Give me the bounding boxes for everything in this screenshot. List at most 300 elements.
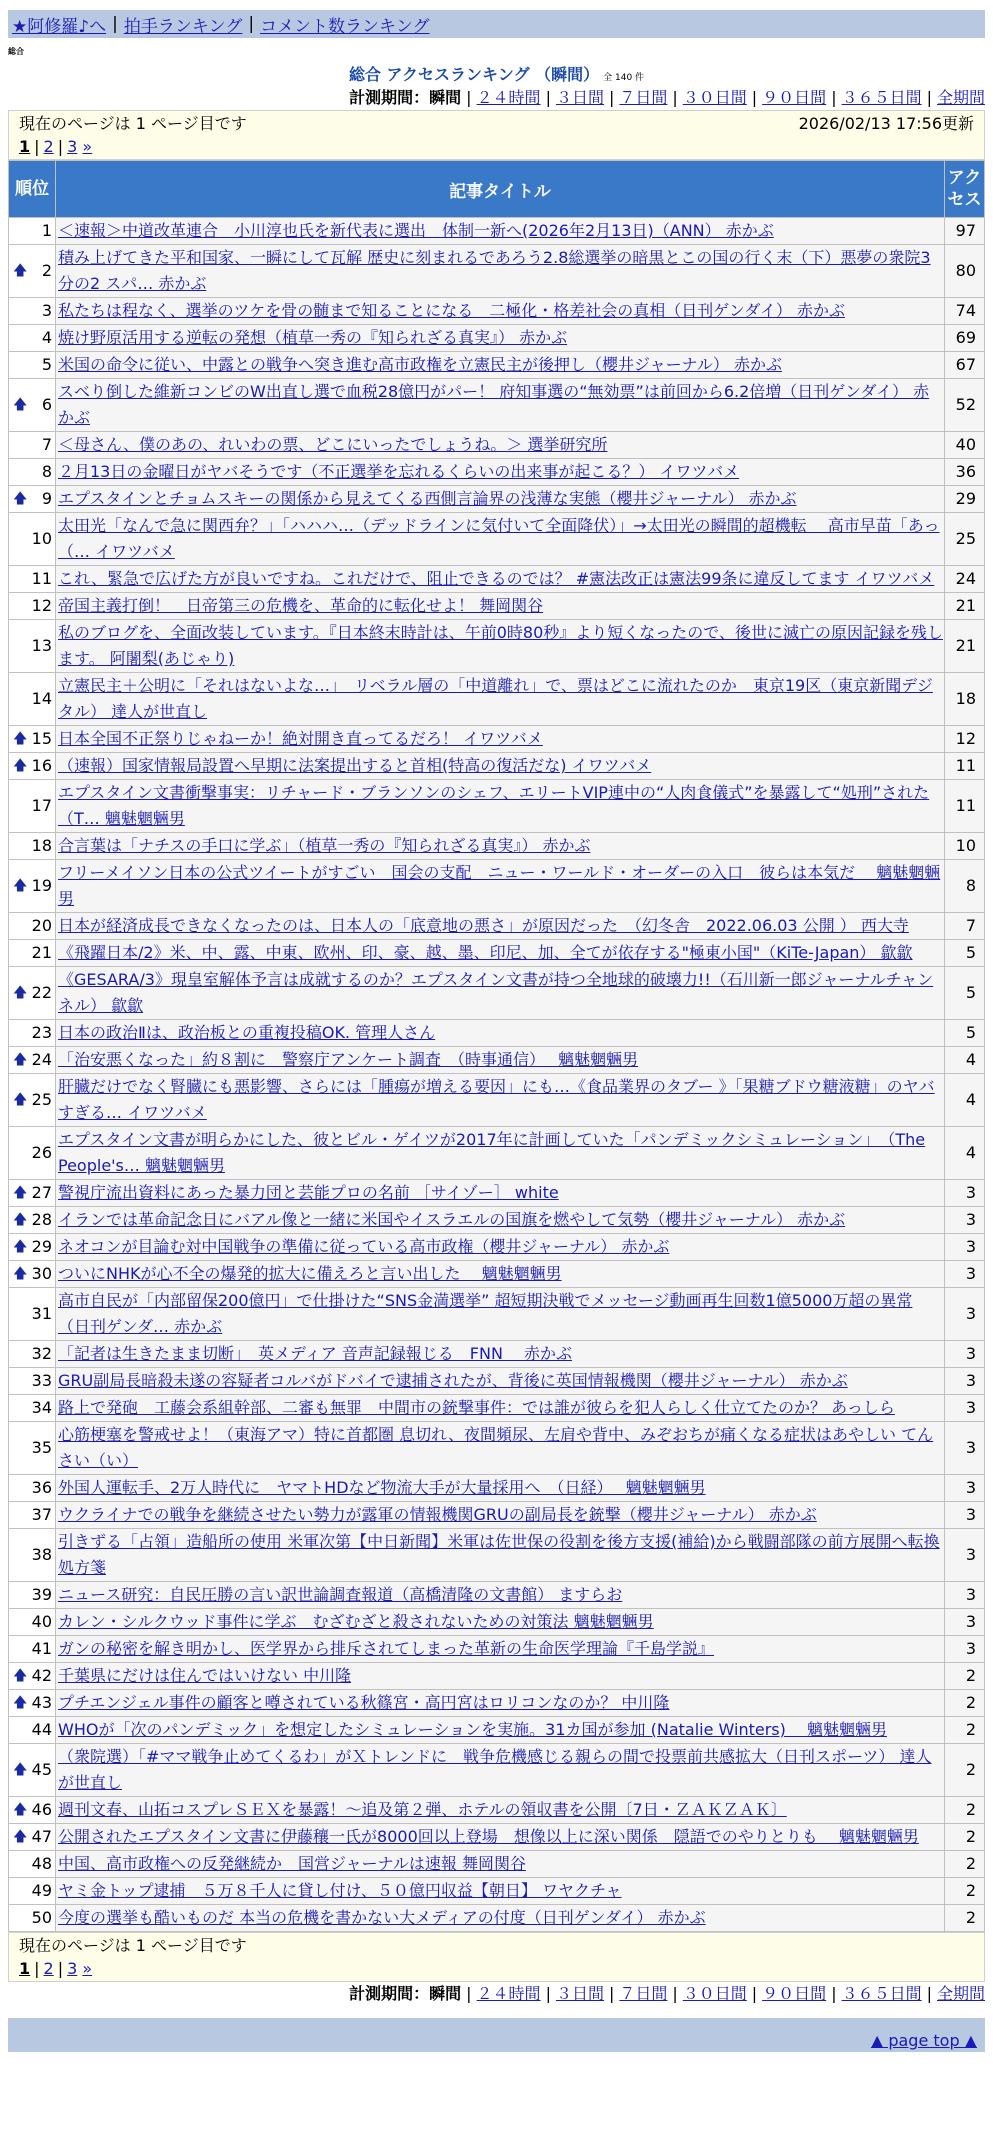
rank-cell xyxy=(9,1663,56,1690)
access-count: 3 xyxy=(945,1261,985,1288)
rank-cell xyxy=(9,1636,56,1663)
rank-cell xyxy=(9,1582,56,1609)
rank-number: 21 xyxy=(31,943,52,962)
access-count: 5 xyxy=(945,967,985,1020)
title-cell xyxy=(56,486,945,513)
rank-number: 36 xyxy=(31,1478,52,1497)
title-cell xyxy=(56,432,945,459)
current-page-text: 現在のページは 1 ページ目です xyxy=(19,1936,247,1955)
access-count: 4 xyxy=(945,1047,985,1074)
article-link[interactable]: 米国の命令に従い、中露との戦争へ突き進む高市政権を立憲民主が後押し（櫻井ジャーナル） 赤かぶ xyxy=(58,355,782,374)
next-page-link[interactable]: » xyxy=(82,1959,93,1978)
page-separator: | xyxy=(34,1959,40,1978)
title-cell xyxy=(56,1529,945,1582)
period-option-link[interactable]: ７日間 xyxy=(619,88,668,107)
current-page-text: 現在のページは 1 ページ目です xyxy=(19,114,247,133)
period-option-link[interactable]: ３０日間 xyxy=(682,1984,747,2003)
table-row xyxy=(9,940,985,967)
access-count: 3 xyxy=(945,1609,985,1636)
period-separator: | xyxy=(751,88,758,107)
rank-number: 10 xyxy=(31,529,52,548)
table-row xyxy=(9,245,985,298)
rank-number: 30 xyxy=(31,1264,52,1283)
rank-cell xyxy=(9,1234,56,1261)
rank-number: 23 xyxy=(31,1023,52,1042)
rank-number: 45 xyxy=(31,1760,52,1779)
access-count: 18 xyxy=(945,673,985,726)
title-cell xyxy=(56,620,945,673)
article-link[interactable]: 焼け野原活用する逆転の発想（植草一秀の『知られざる真実』） 赤かぶ xyxy=(58,328,568,347)
title-cell xyxy=(56,833,945,860)
page-link[interactable]: 3 xyxy=(67,1959,78,1978)
pagination-box-bottom xyxy=(8,1932,985,1982)
article-link[interactable]: 引きずる「占領」造船所の使用 米軍次第【中日新聞】米軍は佐世保の役割を後方支援(補給)から戦闘部隊の前方展開へ転換 処方箋 xyxy=(58,1532,940,1577)
rank-cell xyxy=(9,1475,56,1502)
period-selector xyxy=(8,1982,985,2006)
access-count: 3 xyxy=(945,1368,985,1395)
article-link[interactable]: 日本の政治Ⅱは、政治板との重複投稿OK. 管理人さん xyxy=(58,1023,436,1042)
article-link[interactable]: ついにNHKが心不全の爆発的拡大に備えろと言い出した 魑魅魍魎男 xyxy=(58,1264,562,1283)
period-separator: | xyxy=(466,1984,472,2003)
rank-number: 39 xyxy=(31,1585,52,1604)
rank-number: 47 xyxy=(31,1827,52,1846)
rank-number: 2 xyxy=(41,261,52,280)
rank-number: 3 xyxy=(41,301,52,320)
article-link[interactable]: 《飛躍日本/2》米、中、露、中東、欧州、印、豪、越、墨、印尼、加、全てが依存する"極東小国"（KiTe-Japan） 歙歙 xyxy=(58,943,913,962)
period-option-link[interactable]: ３０日間 xyxy=(682,88,747,107)
rank-number: 18 xyxy=(31,836,52,855)
article-link[interactable]: 日本が経済成長できなくなったのは、日本人の「底意地の悪さ」が原因だった （幻冬舎 2022.06.03 公開 ） 西大寺 xyxy=(58,916,909,935)
rank-number: 7 xyxy=(41,435,52,454)
next-page-link[interactable]: » xyxy=(82,137,93,156)
article-link[interactable]: 日本全国不正祭りじゃねーか！絶対開き直ってるだろ！ イワツバメ xyxy=(58,729,543,748)
title-cell xyxy=(56,1207,945,1234)
pagination-box-top xyxy=(8,110,985,160)
rank-cell xyxy=(9,620,56,673)
article-link[interactable]: ＜母さん、僕のあの、れいわの票、どこにいったでしょうね。＞ 選挙研究所 xyxy=(58,435,608,454)
access-count: 3 xyxy=(945,1207,985,1234)
rank-cell xyxy=(9,1529,56,1582)
rank-up-arrow-icon: 🡅 xyxy=(13,878,28,894)
access-count: 3 xyxy=(945,1288,985,1341)
period-separator: | xyxy=(466,88,472,107)
category-label: 総合 xyxy=(8,47,24,56)
rank-cell xyxy=(9,379,56,432)
table-row xyxy=(9,593,985,620)
article-link[interactable]: ヤミ金トップ逮捕 ５万８千人に貸し付け、５０億円収益【朝日】 ワヤクチャ xyxy=(58,1881,622,1900)
rank-number: 35 xyxy=(31,1438,52,1457)
period-option-link[interactable]: 全期間 xyxy=(936,1984,985,2003)
article-link[interactable]: カレン・シルクウッド事件に学ぶ むざむざと殺されないための対策法 魑魅魍魎男 xyxy=(58,1612,654,1631)
table-row xyxy=(9,1475,985,1502)
period-separator: | xyxy=(751,1984,758,2003)
article-link[interactable]: スベり倒した維新コンビのW出直し選で血税28億円がパー！ 府知事選の“無効票”は前回から6.2倍増（日刊ゲンダイ） 赤かぶ xyxy=(58,382,930,427)
period-separator: | xyxy=(608,1984,615,2003)
access-count: 97 xyxy=(945,218,985,245)
access-count: 3 xyxy=(945,1234,985,1261)
period-separator: | xyxy=(608,88,615,107)
article-link[interactable]: 《GESARA/3》現皇室解体予言は成就するのか？エプスタイン文書が持つ全地球的破壊力!!（石川新一郎ジャーナルチャンネル） 歙歙 xyxy=(58,970,934,1015)
period-separator: | xyxy=(926,1984,932,2003)
rank-up-arrow-icon: 🡅 xyxy=(13,1695,28,1711)
page-title xyxy=(0,64,993,86)
title-cell xyxy=(56,1074,945,1127)
article-link[interactable]: 積み上げてきた平和国家、一瞬にして瓦解 歴史に刻まれるであろう2.8総選挙の暗黒とこの国の行く末（下）悪夢の衆院3分の2 スパ… 赤かぶ xyxy=(58,248,931,293)
article-link[interactable]: ネオコンが目論む対中国戦争の準備に従っている高市政権（櫻井ジャーナル） 赤かぶ xyxy=(58,1237,670,1256)
article-link[interactable]: 公開されたエプスタイン文書に伊藤穰一氏が8000回以上登場 想像以上に深い関係 隠語でのやりとりも 魑魅魍魎男 xyxy=(58,1827,919,1846)
access-count: 3 xyxy=(945,1582,985,1609)
table-row xyxy=(9,325,985,352)
rank-up-arrow-icon: 🡅 xyxy=(13,1829,28,1845)
table-row xyxy=(9,620,985,673)
ranking-rows xyxy=(9,218,985,1932)
title-cell xyxy=(56,1824,945,1851)
access-count: 67 xyxy=(945,352,985,379)
access-count: 2 xyxy=(945,1663,985,1690)
access-count: 5 xyxy=(945,1020,985,1047)
article-link[interactable]: （衆院選）「#ママ戦争止めてくるわ」がＸトレンドに 戦争危機感じる親らの間で投票前共感拡大（日刊スポーツ） 達人が世直し xyxy=(58,1747,932,1792)
title-cell xyxy=(56,513,945,566)
article-link[interactable]: ウクライナでの戦争を継続させたい勢力が露軍の情報機関GRUの副局長を銃撃（櫻井ジャーナル） 赤かぶ xyxy=(58,1505,817,1524)
rank-number: 5 xyxy=(41,355,52,374)
rank-cell xyxy=(9,1288,56,1341)
period-option-link[interactable]: ２４時間 xyxy=(476,88,541,107)
page-title-text: 総合 アクセスランキング （瞬間） xyxy=(348,65,600,84)
access-count: 2 xyxy=(945,1905,985,1932)
table-row xyxy=(9,1207,985,1234)
rank-number: 31 xyxy=(31,1304,52,1323)
access-count: 3 xyxy=(945,1475,985,1502)
table-row xyxy=(9,780,985,833)
rank-up-arrow-icon: 🡅 xyxy=(13,731,28,747)
access-count: 8 xyxy=(945,860,985,913)
access-count: 3 xyxy=(945,1395,985,1422)
article-link[interactable]: イランでは革命記念日にバアル像と一緒に米国やイスラエルの国旗を燃やして気勢（櫻井ジャーナル） 赤かぶ xyxy=(58,1210,846,1229)
rank-number: 34 xyxy=(31,1398,52,1417)
rank-up-arrow-icon: 🡅 xyxy=(13,1092,28,1108)
article-link[interactable]: 私のブログを、全面改装しています。『日本終末時計は、午前0時80秒』より短くなったので、後世に滅亡の原因記録を残します。 阿闍梨(あじゃり) xyxy=(58,623,943,668)
access-count: 21 xyxy=(945,593,985,620)
access-count: 2 xyxy=(945,1851,985,1878)
table-row xyxy=(9,726,985,753)
article-link[interactable]: 路上で発砲 工藤会系組幹部、二審も無罪 中間市の銃撃事件：では誰が彼らを犯人らしく仕立てたのか？ あっしら xyxy=(58,1398,895,1417)
title-cell xyxy=(56,325,945,352)
article-link[interactable]: エプスタイン文書衝撃事実：リチャード・ブランソンのシェフ、エリートVIP連中の“人肉食儀式”を暴露して“処刑”された（T… 魑魅魍魎男 xyxy=(58,783,930,828)
title-cell xyxy=(56,1609,945,1636)
table-row xyxy=(9,432,985,459)
table-row xyxy=(9,860,985,913)
period-option-current: 瞬間 xyxy=(429,1984,462,2003)
table-row xyxy=(9,1288,985,1341)
title-cell xyxy=(56,1047,945,1074)
nav-separator: | xyxy=(112,14,118,34)
access-count: 11 xyxy=(945,780,985,833)
page-link[interactable]: 2 xyxy=(43,137,54,156)
period-option-link[interactable]: ３６５日間 xyxy=(841,88,922,107)
rank-cell xyxy=(9,1207,56,1234)
table-row xyxy=(9,379,985,432)
rank-number: 1 xyxy=(41,221,52,240)
page-separator: | xyxy=(57,137,64,156)
rank-cell xyxy=(9,726,56,753)
rank-number: 11 xyxy=(31,569,52,588)
title-cell xyxy=(56,1341,945,1368)
title-cell xyxy=(56,1422,945,1475)
rank-number: 46 xyxy=(31,1800,52,1819)
access-count: 21 xyxy=(945,620,985,673)
table-row xyxy=(9,1717,985,1744)
article-link[interactable]: ニュース研究：自民圧勝の言い訳世論調査報道（高橋清隆の文書館） ますらお xyxy=(58,1585,623,1604)
access-count: 3 xyxy=(945,1636,985,1663)
rank-cell xyxy=(9,913,56,940)
period-option-link[interactable]: ９０日間 xyxy=(762,88,827,107)
title-cell xyxy=(56,1288,945,1341)
title-cell xyxy=(56,1797,945,1824)
rank-column-header: 順位 xyxy=(9,161,56,218)
article-link[interactable]: 高市自民が「内部留保200億円」で仕掛けた“SNS金満選挙” 超短期決戦でメッセージ動画再生回数1億5000万超の異常（日刊ゲンダ… 赤かぶ xyxy=(58,1291,913,1336)
rank-number: 28 xyxy=(31,1210,52,1229)
table-row xyxy=(9,1127,985,1180)
article-link[interactable]: 週刊文春、山拓コスプレＳＥＸを暴露！～追及第２弾、ホテルの領収書を公開〔7日・ＺＡＫＺＡＫ〕 xyxy=(58,1800,787,1819)
rank-up-arrow-icon: 🡅 xyxy=(13,1239,28,1255)
article-link[interactable]: フリーメイソン日本の公式ツイートがすごい 国会の支配 ニュー・ワールド・オーダーの入口 彼らは本気だ 魑魅魍魎男 xyxy=(58,863,941,908)
table-row xyxy=(9,1878,985,1905)
page-current: 1 xyxy=(19,1959,31,1978)
access-count: 2 xyxy=(945,1717,985,1744)
rank-cell xyxy=(9,245,56,298)
access-count: 10 xyxy=(945,833,985,860)
period-option-link[interactable]: ７日間 xyxy=(619,1984,668,2003)
page-link[interactable]: 3 xyxy=(67,137,78,156)
access-count: 69 xyxy=(945,325,985,352)
article-link[interactable]: これ、緊急で広げた方が良いですね。これだけで、阻止できるのでは？ #憲法改正は憲法99条に違反してます イワツバメ xyxy=(58,569,935,588)
title-cell xyxy=(56,860,945,913)
rank-cell xyxy=(9,1851,56,1878)
access-count: 11 xyxy=(945,753,985,780)
period-option-link[interactable]: ２４時間 xyxy=(476,1984,541,2003)
table-row xyxy=(9,967,985,1020)
title-cell xyxy=(56,1368,945,1395)
article-link[interactable]: エプスタインとチョムスキーの関係から見えてくる西側言論界の浅薄な実態（櫻井ジャーナル） 赤かぶ xyxy=(58,489,797,508)
article-link[interactable]: ２月13日の金曜日がヤバそうです（不正選挙を忘れるくらいの出来事が起こる？） イワツバメ xyxy=(58,462,740,481)
title-cell xyxy=(56,913,945,940)
table-row xyxy=(9,566,985,593)
rank-number: 9 xyxy=(41,489,52,508)
article-link[interactable]: 「記者は生きたまま切断」 英メディア 音声記録報じる FNN 赤かぶ xyxy=(58,1344,573,1363)
rank-number: 49 xyxy=(31,1881,52,1900)
rank-number: 20 xyxy=(31,916,52,935)
rank-cell xyxy=(9,1395,56,1422)
period-option-link[interactable]: ９０日間 xyxy=(762,1984,827,2003)
rank-up-arrow-icon: 🡅 xyxy=(13,758,28,774)
rank-up-arrow-icon: 🡅 xyxy=(13,1668,28,1684)
access-count: 4 xyxy=(945,1127,985,1180)
period-option-link[interactable]: 全期間 xyxy=(936,88,985,107)
rank-up-arrow-icon: 🡅 xyxy=(13,985,28,1001)
rank-cell xyxy=(9,1690,56,1717)
rank-cell xyxy=(9,940,56,967)
rank-number: 19 xyxy=(31,876,52,895)
rank-up-arrow-icon: 🡅 xyxy=(13,1212,28,1228)
title-cell xyxy=(56,1180,945,1207)
access-count: 5 xyxy=(945,940,985,967)
title-cell xyxy=(56,1582,945,1609)
article-link[interactable]: 「治安悪くなった」約８割に 警察庁アンケート調査 （時事通信） 魑魅魍魎男 xyxy=(58,1050,639,1069)
rank-up-arrow-icon: 🡅 xyxy=(13,1052,28,1068)
access-count: 80 xyxy=(945,245,985,298)
article-link[interactable]: プチエンジェル事件の顧客と噂されている秋篠宮・高円宮はロリコンなのか？ 中川隆 xyxy=(58,1693,670,1712)
title-cell xyxy=(56,1020,945,1047)
rank-number: 42 xyxy=(31,1666,52,1685)
access-count: 36 xyxy=(945,459,985,486)
access-count: 3 xyxy=(945,1341,985,1368)
article-link[interactable]: 肝臓だけでなく腎臓にも悪影響、さらには「腫瘍が増える要因」にも…《食品業界のタブー 》「果糖ブドウ糖液糖」のヤバすぎる… イワツバメ xyxy=(58,1077,935,1122)
access-count: 24 xyxy=(945,566,985,593)
rank-cell xyxy=(9,513,56,566)
nav-separator: | xyxy=(248,14,255,34)
table-row xyxy=(9,1234,985,1261)
period-selector xyxy=(8,86,985,110)
article-link[interactable]: 外国人運転手、2万人時代に ヤマトHDなど物流大手が大量採用へ （日経） 魑魅魍魎男 xyxy=(58,1478,706,1497)
access-count: 2 xyxy=(945,1824,985,1851)
rank-cell xyxy=(9,432,56,459)
table-row xyxy=(9,673,985,726)
table-row xyxy=(9,1368,985,1395)
rank-cell xyxy=(9,593,56,620)
rank-cell xyxy=(9,780,56,833)
title-cell xyxy=(56,245,945,298)
title-cell xyxy=(56,1395,945,1422)
period-option-current: 瞬間 xyxy=(429,88,462,107)
rank-up-arrow-icon: 🡅 xyxy=(13,491,28,507)
rank-number: 33 xyxy=(31,1371,52,1390)
rank-number: 24 xyxy=(31,1050,52,1069)
rank-cell xyxy=(9,1609,56,1636)
table-row xyxy=(9,1824,985,1851)
clap-ranking-link[interactable]: 拍手ランキング xyxy=(123,16,243,37)
rank-cell xyxy=(9,1180,56,1207)
rank-cell xyxy=(9,218,56,245)
table-row xyxy=(9,1636,985,1663)
period-separator: | xyxy=(831,88,837,107)
article-link[interactable]: ＜速報＞中道改革連合 小川淳也氏を新代表に選出 体制一新へ(2026年2月13日)（ANN） 赤かぶ xyxy=(58,221,774,240)
article-link[interactable]: 心筋梗塞を警戒せよ！（東海アマ）特に首都圏 息切れ、夜間頻尿、左肩や背中、みぞおちが痛くなる症状はあやしい てんさい（い） xyxy=(58,1425,934,1470)
table-row xyxy=(9,352,985,379)
rank-cell xyxy=(9,1824,56,1851)
rank-cell xyxy=(9,1502,56,1529)
table-row xyxy=(9,1020,985,1047)
rank-cell xyxy=(9,298,56,325)
bottom-bar xyxy=(8,2018,985,2052)
article-link[interactable]: 警視庁流出資料にあった暴力団と芸能プロの名前 ［サイゾー］ white xyxy=(58,1183,559,1202)
rank-number: 27 xyxy=(31,1183,52,1202)
rank-number: 44 xyxy=(31,1720,52,1739)
title-cell xyxy=(56,1690,945,1717)
article-link[interactable]: 立憲民主＋公明に「それはないよな…」 リベラル層の「中道離れ」で、票はどこに流れたのか 東京19区（東京新聞デジタル） 達人が世直し xyxy=(58,676,933,721)
rank-number: 16 xyxy=(31,756,52,775)
rank-cell xyxy=(9,1368,56,1395)
rank-cell xyxy=(9,459,56,486)
article-link[interactable]: GRU副局長暗殺未遂の容疑者コルバがドバイで逮捕されたが、背後に英国情報機関（櫻井ジャーナル） 赤かぶ xyxy=(58,1371,848,1390)
rank-cell xyxy=(9,352,56,379)
access-count: 3 xyxy=(945,1422,985,1475)
title-cell xyxy=(56,218,945,245)
rank-cell xyxy=(9,753,56,780)
access-count: 3 xyxy=(945,1502,985,1529)
rank-number: 38 xyxy=(31,1545,52,1564)
table-row xyxy=(9,1851,985,1878)
page-top-link[interactable]: ▲ page top ▲ xyxy=(870,2031,977,2050)
table-row xyxy=(9,1341,985,1368)
table-row xyxy=(9,1663,985,1690)
updated-timestamp: 2026/02/13 17:56更新 xyxy=(798,114,974,133)
table-row xyxy=(9,1609,985,1636)
title-cell xyxy=(56,780,945,833)
title-cell xyxy=(56,967,945,1020)
period-label: 計測期間： xyxy=(349,1984,430,2003)
access-count: 2 xyxy=(945,1878,985,1905)
period-separator: | xyxy=(672,88,678,107)
article-link[interactable]: ガンの秘密を解き明かし、医学界から排斥されてしまった革新の生命医学理論『千島学説』 xyxy=(58,1639,715,1658)
table-row xyxy=(9,459,985,486)
article-link[interactable]: 今度の選挙も酷いものだ 本当の危機を書かない大メディアの付度（日刊ゲンダイ） 赤かぶ xyxy=(58,1908,706,1927)
title-cell xyxy=(56,1878,945,1905)
access-count: 2 xyxy=(945,1690,985,1717)
article-link[interactable]: 千葉県にだけは住んではいけない 中川隆 xyxy=(58,1666,352,1685)
article-link[interactable]: WHOが「次のパンデミック」を想定したシミュレーションを実施。31カ国が参加 (Natalie Winters) 魑魅魍魎男 xyxy=(58,1720,887,1739)
rank-number: 17 xyxy=(31,796,52,815)
rank-number: 26 xyxy=(31,1143,52,1162)
rank-up-arrow-icon: 🡅 xyxy=(13,397,28,413)
period-option-link[interactable]: ３日間 xyxy=(555,88,604,107)
article-link[interactable]: （速報）国家情報局設置へ早期に法案提出すると首相(特高の復活だな) イワツバメ xyxy=(58,756,652,775)
title-cell xyxy=(56,298,945,325)
access-count: 3 xyxy=(945,1529,985,1582)
rank-number: 15 xyxy=(31,729,52,748)
period-option-link[interactable]: ３日間 xyxy=(555,1984,604,2003)
article-link[interactable]: 中国、高市政権への反発継続か 国営ジャーナルは速報 舞岡関谷 xyxy=(58,1854,526,1873)
rank-cell xyxy=(9,1905,56,1932)
table-row xyxy=(9,1047,985,1074)
rank-cell xyxy=(9,673,56,726)
article-link[interactable]: 帝国主義打倒！ 日帝第三の危機を、革命的に転化せよ！ 舞岡関谷 xyxy=(58,596,544,615)
period-option-link[interactable]: ３６５日間 xyxy=(841,1984,922,2003)
article-link[interactable]: エプスタイン文書が明らかにした、彼とビル・ゲイツが2017年に計画していた「パンデミックシミュレーション」 （The People's… 魑魅魍魎男 xyxy=(58,1130,926,1175)
rank-cell xyxy=(9,1074,56,1127)
rank-number: 29 xyxy=(31,1237,52,1256)
home-link[interactable]: ★阿修羅♪へ xyxy=(12,16,107,37)
comment-ranking-link[interactable]: コメント数ランキング xyxy=(260,16,430,37)
rank-number: 8 xyxy=(41,462,52,481)
rank-number: 13 xyxy=(31,636,52,655)
page-links xyxy=(19,136,974,158)
article-link[interactable]: 太田光「なんで急に関西弁？」「ハハハ…（デッドラインに気付いて全面降伏）」→太田光の瞬間的超機転 高市早苗「あっ（… イワツバメ xyxy=(58,516,940,561)
title-cell xyxy=(56,1475,945,1502)
period-separator: | xyxy=(545,1984,551,2003)
table-row xyxy=(9,833,985,860)
access-count: 74 xyxy=(945,298,985,325)
rank-cell xyxy=(9,1047,56,1074)
table-row xyxy=(9,513,985,566)
page-link[interactable]: 2 xyxy=(43,1959,54,1978)
access-count: 7 xyxy=(945,913,985,940)
title-cell xyxy=(56,1663,945,1690)
access-count: 29 xyxy=(945,486,985,513)
title-cell xyxy=(56,459,945,486)
article-link[interactable]: 私たちは程なく、選挙のツケを骨の髄まで知ることになる 二極化・格差社会の真相（日刊ゲンダイ） 赤かぶ xyxy=(58,301,846,320)
rank-cell xyxy=(9,1717,56,1744)
article-link[interactable]: 合言葉は「ナチスの手口に学ぶ」（植草一秀の『知られざる真実』） 赤かぶ xyxy=(58,836,591,855)
